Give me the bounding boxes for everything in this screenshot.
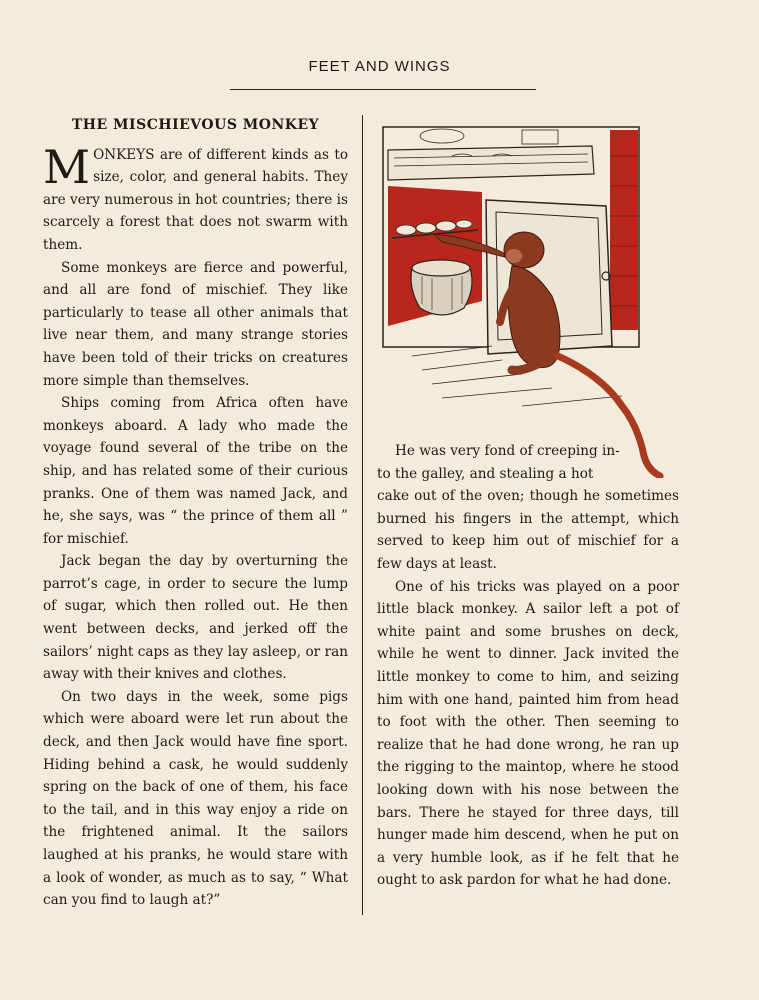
stove-top — [388, 146, 594, 180]
header-rule — [230, 89, 536, 90]
paragraph-2: Some monkeys are fierce and powerful, and all are fond of mischief. They like particularly to tease all other animals that live near them, and many strange stories have been told of their tricks on creatures more simple than themselves. — [43, 259, 348, 389]
chapter-title: THE MISCHIEVOUS MONKEY — [71, 117, 320, 133]
monkey-oven-illustration — [382, 126, 667, 478]
right-paragraph-1: cake out of the oven; though he sometimes burned his fingers in the attempt, which served to keep him out of mischief for a few days at least. — [377, 488, 679, 572]
column-divider — [362, 115, 363, 915]
left-column — [43, 114, 348, 912]
paragraph-1-text: ONKEYS are of different kinds as to size, color, and general habits. They are very numerous in hot countries; there is scarcely a forest that does not swarm with them. — [43, 146, 348, 253]
paragraph-5: On two days in the week, some pigs which were aboard were let run about the deck, and then Jack would have fine sport. Hiding behind a cask, he would suddenly spring on the back of one of them, his face to the tail, and in this way enjoy a ride on the frightened animal. It the sailors laughed at his pranks, he would stare with a look of wonder, as much as to say, “ What can you find to laugh at?” — [43, 688, 348, 909]
drop-cap: M — [43, 139, 91, 194]
paragraph-4: Jack began the day by overturning the parrot’s cage, in order to secure the lump of sugar, which then rolled out. He then went between decks, and jerked off the sailors’ night caps as they lay asleep, or ran away with their knives and clothes. — [43, 553, 348, 683]
paragraph-3: Ships coming from Africa often have monkeys aboard. A lady who made the voyage found several of the tribe on the ship, and has related some of their curious pranks. One of them was named Jack, and he, she says, was “ the prince of them all ” for mischief. — [43, 395, 348, 547]
running-title: FEET AND WINGS — [308, 58, 451, 75]
paragraph-1 — [43, 139, 348, 257]
right-paragraph-2: One of his tricks was played on a poor little black monkey. A sailor left a pot of white paint and some brushes on deck, while he went to dinner. Jack invited the little monkey to come to him, and seizing him with one hand, painted him from head to foot with the other. Then seeming to realize that he had done wrong, he ran up the rigging to the maintop, where he stood looking down with his nose between the bars. There he stayed for three days, till hunger made him descend, when he put on a very humble look, as if he felt that he ought to ask pardon for what he had done. — [377, 578, 679, 889]
wrapped-line-1: He was very fond of creeping in- — [395, 443, 620, 459]
right-column — [377, 440, 679, 892]
wrapped-line-2: to the galley, and stealing a hot — [377, 465, 594, 482]
brick-wall — [610, 130, 638, 330]
wrapped-lines — [377, 440, 679, 485]
